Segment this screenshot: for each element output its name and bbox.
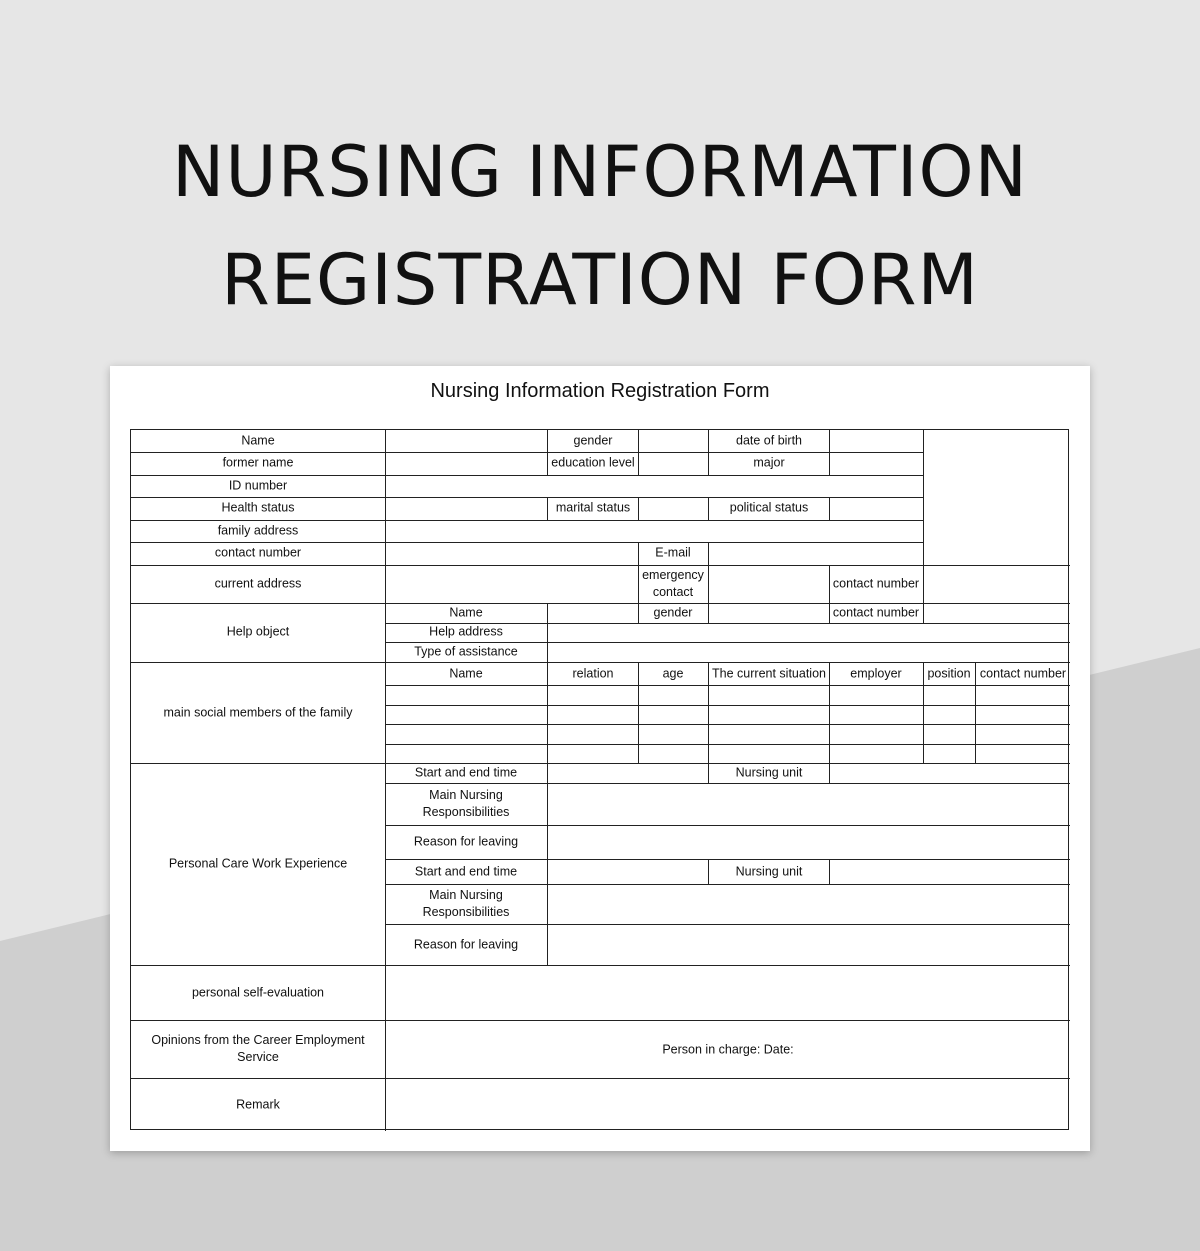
grid-line	[638, 662, 639, 764]
grid-line	[131, 1078, 1070, 1079]
major-label: major	[753, 455, 785, 470]
responsibilities-2-label: Main Nursing Responsibilities	[422, 888, 510, 919]
grid-line	[131, 1020, 1070, 1021]
grid-line	[547, 452, 548, 475]
family-address-label: family address	[217, 523, 299, 538]
marital-status-label: marital status	[555, 500, 631, 515]
grid-line	[708, 430, 709, 475]
contact-number-2-label: contact number	[832, 576, 920, 591]
family-header-current-situation: The current situation	[712, 666, 826, 681]
former-name-label: former name	[222, 455, 294, 470]
grid-line	[923, 430, 924, 565]
date-of-birth-label: date of birth	[735, 433, 803, 448]
grid-line	[547, 763, 548, 965]
family-header-contact-number: contact number	[979, 666, 1067, 681]
grid-line	[131, 763, 1070, 764]
grid-line	[131, 475, 924, 476]
help-address-label: Help address	[429, 624, 503, 639]
family-header-position: position	[927, 666, 971, 681]
family-members-label: main social members of the family	[163, 705, 353, 720]
grid-line	[385, 744, 1070, 745]
hero-title-line-1: NURSING INFORMATION	[172, 131, 1028, 213]
grid-line	[638, 430, 639, 475]
opinions-label: Opinions from the Career Employment Service	[151, 1033, 365, 1064]
grid-line	[385, 430, 386, 1131]
grid-line	[385, 705, 1070, 706]
grid-line	[131, 965, 1070, 966]
family-header-age: age	[662, 666, 684, 681]
help-name-label: Name	[449, 605, 483, 620]
political-status-label: political status	[729, 500, 809, 515]
education-level-label: education level	[551, 455, 635, 470]
grid-line	[708, 542, 709, 623]
grid-line	[708, 662, 709, 764]
grid-line	[638, 497, 639, 520]
grid-line	[829, 859, 830, 884]
emergency-contact-label: emergency contact	[642, 568, 704, 599]
grid-line	[385, 924, 1070, 925]
form-grid	[130, 429, 1069, 1130]
start-end-time-2-label: Start and end time	[414, 864, 518, 879]
grid-line	[829, 662, 830, 764]
health-status-label: Health status	[221, 500, 295, 515]
grid-line	[547, 623, 548, 663]
family-header-employer: employer	[850, 666, 902, 681]
remark-label: Remark	[236, 1097, 280, 1112]
id-number-label: ID number	[228, 478, 288, 493]
grid-line	[547, 662, 548, 764]
form-title: Nursing Information Registration Form	[430, 380, 770, 402]
nursing-unit-1-label: Nursing unit	[735, 765, 803, 780]
grid-line	[131, 603, 1070, 604]
help-object-label: Help object	[226, 624, 290, 639]
current-address-label: current address	[214, 576, 302, 591]
grid-line	[829, 497, 830, 520]
grid-line	[829, 430, 830, 475]
grid-line	[829, 763, 830, 783]
grid-line	[547, 430, 548, 452]
grid-line	[708, 763, 709, 783]
help-contact-number-label: contact number	[832, 605, 920, 620]
grid-line	[385, 884, 1070, 885]
start-end-time-1-label: Start and end time	[414, 765, 518, 780]
hero-title-line-2: REGISTRATION FORM	[221, 239, 979, 321]
work-experience-label: Personal Care Work Experience	[168, 856, 348, 871]
reason-for-leaving-1-label: Reason for leaving	[413, 834, 519, 849]
contact-number-label: contact number	[214, 545, 302, 560]
email-label: E-mail	[655, 545, 691, 560]
grid-line	[385, 724, 1070, 725]
grid-line	[708, 859, 709, 884]
grid-line	[638, 542, 639, 623]
grid-line	[975, 662, 976, 764]
grid-line	[385, 825, 1070, 826]
grid-line	[131, 662, 1070, 663]
grid-line	[131, 520, 924, 521]
gender-label: gender	[573, 433, 613, 448]
grid-line	[385, 783, 1070, 784]
grid-line	[547, 603, 548, 623]
person-in-charge-label: Person in charge: Date:	[662, 1042, 794, 1057]
grid-line	[131, 497, 924, 498]
nursing-unit-2-label: Nursing unit	[735, 864, 803, 879]
grid-line	[547, 497, 548, 520]
grid-line	[829, 565, 830, 623]
grid-line	[708, 497, 709, 520]
grid-line	[131, 542, 924, 543]
family-header-name: Name	[449, 666, 483, 681]
hero-title	[0, 118, 1200, 334]
grid-line	[385, 859, 1070, 860]
grid-line	[923, 662, 924, 764]
help-gender-label: gender	[653, 605, 693, 620]
self-evaluation-label: personal self-evaluation	[191, 985, 325, 1000]
responsibilities-1-label: Main Nursing Responsibilities	[422, 788, 510, 819]
grid-line	[385, 685, 1070, 686]
reason-for-leaving-2-label: Reason for leaving	[413, 937, 519, 952]
grid-line	[131, 452, 924, 453]
type-of-assistance-label: Type of assistance	[414, 644, 518, 659]
family-header-relation: relation	[572, 666, 614, 681]
grid-line	[923, 565, 924, 623]
grid-line	[131, 565, 1070, 566]
name-label: Name	[241, 433, 275, 448]
